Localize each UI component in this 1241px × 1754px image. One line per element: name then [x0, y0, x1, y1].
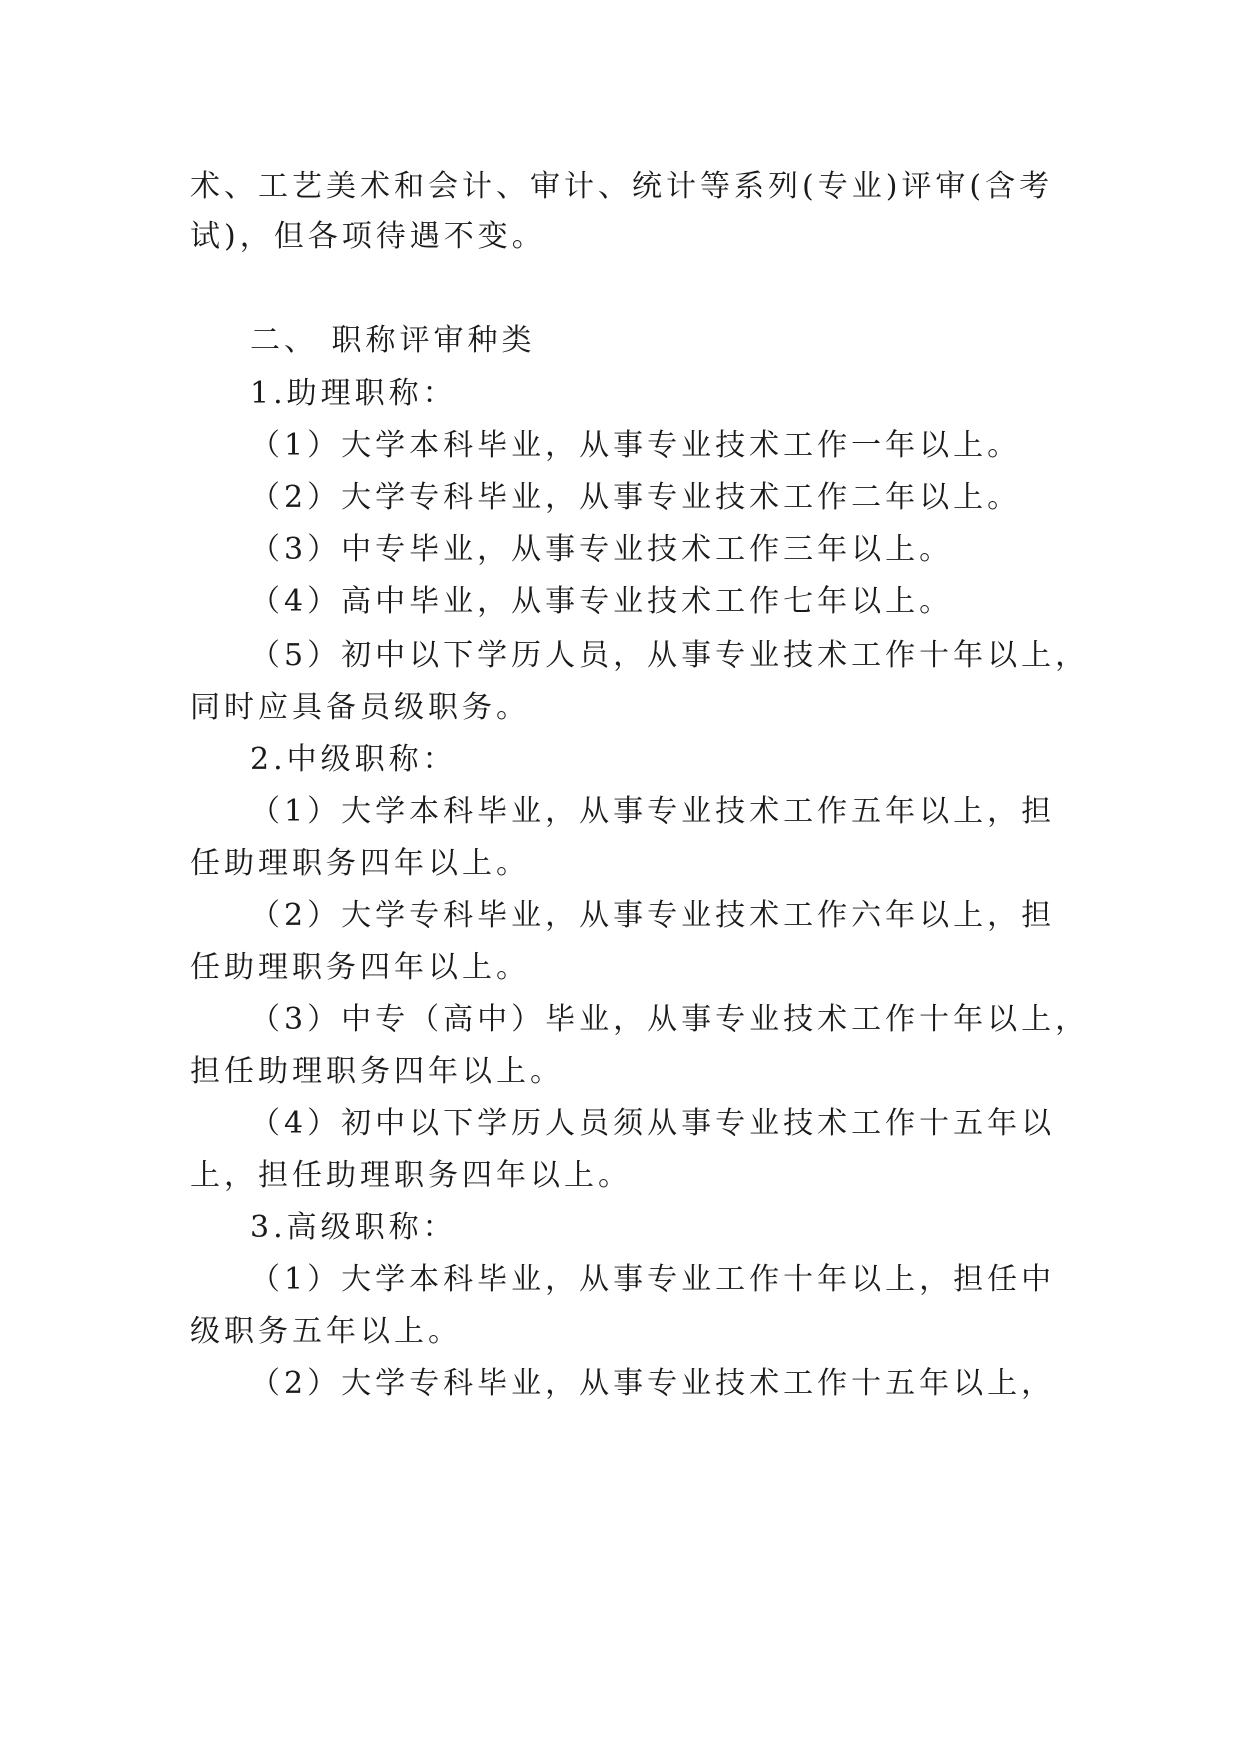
text-line: （3）中专（高中）毕业，从事专业技术工作十年以上， — [250, 1002, 1090, 1037]
text-line: 任助理职务四年以上。 — [190, 846, 530, 881]
text-line: （2）大学专科毕业，从事专业技术工作二年以上。 — [250, 480, 1022, 515]
text-line: 同时应具备员级职务。 — [190, 690, 530, 725]
text-line: 二、 职称评审种类 — [250, 323, 536, 358]
text-line: （1）大学本科毕业，从事专业技术工作五年以上，担 — [250, 794, 1056, 829]
text-line: 3.高级职称： — [250, 1210, 457, 1245]
text-line: 上，担任助理职务四年以上。 — [190, 1158, 632, 1193]
text-line: 术、工艺美术和会计、审计、统计等系列(专业)评审(含考 — [190, 169, 1054, 204]
text-line: （3）中专毕业，从事专业技术工作三年以上。 — [250, 532, 954, 567]
text-line: （4）初中以下学历人员须从事专业技术工作十五年以 — [250, 1106, 1056, 1141]
text-line: 试)，但各项待遇不变。 — [190, 219, 546, 254]
text-line: （1）大学本科毕业，从事专业工作十年以上，担任中 — [250, 1262, 1056, 1297]
text-line: 级职务五年以上。 — [190, 1314, 462, 1349]
text-line: （2）大学专科毕业，从事专业技术工作六年以上，担 — [250, 898, 1056, 933]
text-line: （2）大学专科毕业，从事专业技术工作十五年以上， — [250, 1366, 1056, 1401]
text-line: 1.助理职称： — [250, 376, 457, 411]
text-line: 任助理职务四年以上。 — [190, 950, 530, 985]
text-line: 2.中级职称： — [250, 742, 457, 777]
text-line: （4）高中毕业，从事专业技术工作七年以上。 — [250, 584, 954, 619]
text-line: （5）初中以下学历人员，从事专业技术工作十年以上， — [250, 638, 1090, 673]
text-line: 担任助理职务四年以上。 — [190, 1054, 564, 1089]
text-line: （1）大学本科毕业，从事专业技术工作一年以上。 — [250, 428, 1022, 463]
